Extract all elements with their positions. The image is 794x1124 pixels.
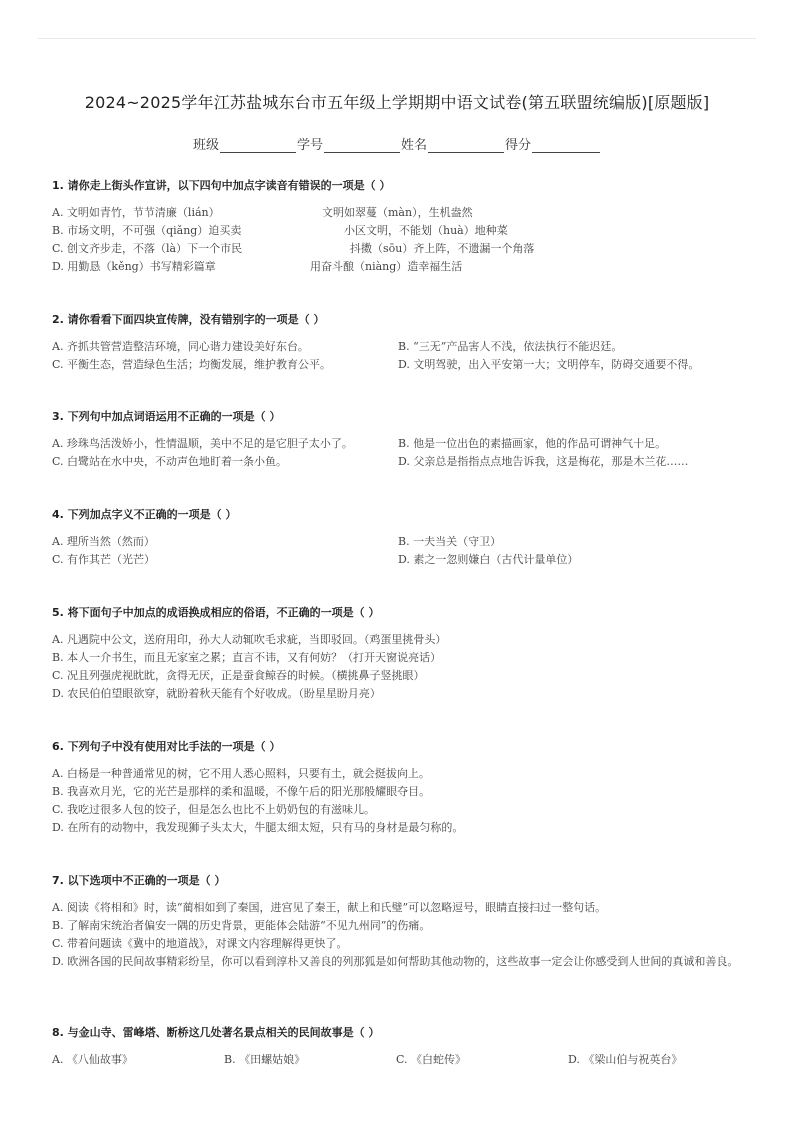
question-4-stem: 4. 下列加点字义不正确的一项是（ ） [52,508,237,521]
question-6-options [52,765,754,837]
option-b[interactable]: B. 《田螺姑娘》 [224,1053,306,1066]
option-c[interactable]: C. 带着问题读《冀中的地道战》，对课文内容理解得更快了。 [52,937,348,950]
option-d[interactable]: D. 素之一忽则嫌白（古代计量单位） [398,553,579,566]
option-d[interactable]: D. 欧洲各国的民间故事精彩纷呈，你可以看到淳朴又善良的列那狐是如何帮助其他动物的，这些故事一定会让你感受到人世间的真诚和善良。 [52,955,739,968]
option-d[interactable]: D. 农民伯伯望眼欲穿，就盼着秋天能有个好收成。（盼星星盼月亮） [52,687,381,700]
option-c[interactable]: C. 有作其芒（光芒） [52,553,156,566]
question-3-options [52,435,754,471]
option-b[interactable]: B. 本人一介书生，而且无家室之累；直言不讳，又有何妨？（打开天窗说亮话） [52,651,442,664]
name-label: 姓名 [401,138,428,153]
option-c[interactable]: C. 《白蛇传》 [396,1053,467,1066]
question-8 [52,1024,754,1069]
option-b[interactable]: B. 了解南宋统治者偏安一隅的历史背景，更能体会陆游“不见九州同”的伤痛。 [52,919,431,932]
question-4 [52,506,754,569]
option-d[interactable]: D. 父亲总是指指点点地告诉我，这是梅花，那是木兰花…… [398,455,689,468]
header-divider [38,38,756,39]
option-c[interactable]: C. 平衡生态，营造绿色生活；均衡发展，维护教育公平。 [52,358,332,371]
class-blank[interactable] [220,138,296,153]
score-blank[interactable] [532,138,600,153]
question-7-options [52,899,754,971]
option-c[interactable]: C. 我吃过很多人包的饺子，但是怎么也比不上奶奶包的有滋味儿。 [52,803,376,816]
option-a[interactable]: A. 理所当然（然而） [52,535,155,548]
option-a[interactable]: A. 阅读《将相和》时，读“蔺相如到了秦国，进宫见了秦王，献上和氏璧”可以忽略逗号，眼睛直接扫过一整句话。 [52,901,607,914]
option-c[interactable]: C. 白鹭站在水中央，不动声色地盯着一条小鱼。 [52,455,288,468]
question-6 [52,738,754,837]
option-b[interactable]: B. “三无”产品害人不浅，依法执行不能迟廷。 [398,340,623,353]
question-1-stem: 1. 请你走上街头作宣讲，以下四句中加点字读音有错误的一项是（ ） [52,179,391,192]
question-3-stem: 3. 下列句中加点词语运用不正确的一项是（ ） [52,410,281,423]
class-field [193,134,297,153]
number-label: 学号 [296,138,323,153]
question-8-options [52,1051,754,1069]
number-field [297,134,401,153]
option-b[interactable]: B. 市场文明，不可强（qiǎng）迫买卖 [52,224,242,237]
question-5-stem: 5. 将下面句子中加点的成语换成相应的俗语，不正确的一项是（ ） [52,606,380,619]
option-a[interactable]: A. 白杨是一种普通常见的树，它不用人悉心照料，只要有土，就会挺拔向上。 [52,767,430,780]
option-c[interactable]: C. 创文齐步走，不落（là）下一个市民 [52,242,243,255]
class-label: 班级 [192,138,219,153]
score-field [505,134,601,153]
option-c-part2: 抖擞（sōu）齐上阵，不遗漏一个角落 [350,242,535,255]
question-4-options [52,533,754,569]
question-1 [52,177,754,276]
option-d[interactable]: D. 在所有的动物中，我发现狮子头太大，牛腿太细太短，只有马的身材是最匀称的。 [52,821,464,834]
name-field [401,134,505,153]
question-2-stem: 2. 请你看看下面四块宣传牌，没有错别字的一项是（ ） [52,313,325,326]
option-a-part2: 文明如翠蔓（màn），生机盎然 [322,206,473,219]
number-blank[interactable] [324,138,400,153]
option-a[interactable]: A. 凡遇院中公文，送府用印，孙大人动辄吹毛求疵，当即驳回。（鸡蛋里挑骨头） [52,633,447,646]
question-3 [52,408,754,471]
option-d[interactable]: D. 《梁山伯与祝英台》 [568,1053,683,1066]
option-d-part2: 用奋斗酿（niàng）造幸福生活 [310,260,463,273]
question-2 [52,311,754,374]
option-a[interactable]: A. 齐抓共管营造整洁环境，同心谐力建设美好东台。 [52,340,309,353]
option-a[interactable]: A. 文明如青竹，节节清廉（lián） [52,206,220,219]
name-blank[interactable] [428,138,504,153]
question-7 [52,872,754,971]
option-d[interactable]: D. 用勤恳（kěng）书写精彩篇章 [52,260,216,273]
question-8-stem: 8. 与金山寺、雷峰塔、断桥这几处著名景点相关的民间故事是（ ） [52,1026,380,1039]
score-label: 得分 [505,138,532,153]
option-c[interactable]: C. 况且列强虎视眈眈，贪得无厌，正是蚕食鲸吞的时候。（横挑鼻子竖挑眼） [52,669,425,682]
question-5-options [52,631,754,703]
option-b-part2: 小区文明，不能划（huà）地种菜 [344,224,508,237]
question-6-stem: 6. 下列句子中没有使用对比手法的一项是（ ） [52,740,281,753]
option-a[interactable]: A. 珍珠鸟活泼娇小，性情温顺，美中不足的是它胆子太小了。 [52,437,353,450]
question-2-options [52,338,754,374]
question-7-stem: 7. 以下选项中不正确的一项是（ ） [52,874,226,887]
question-1-options [52,204,754,276]
option-b[interactable]: B. 我喜欢月光，它的光芒是那样的柔和温暖，不像午后的阳光那般耀眼夺目。 [52,785,431,798]
option-a[interactable]: A. 《八仙故事》 [52,1053,133,1066]
question-5 [52,604,754,703]
option-b[interactable]: B. 他是一位出色的素描画家，他的作品可谓神气十足。 [398,437,667,450]
option-d[interactable]: D. 文明驾驶，出入平安第一大；文明停车，防碍交通要不得。 [398,358,700,371]
option-b[interactable]: B. 一夫当关（守卫） [398,535,502,548]
student-info-row [0,134,794,153]
exam-title: 2024~2025学年江苏盐城东台市五年级上学期期中语文试卷(第五联盟统编版)[原题版] [84,93,710,112]
